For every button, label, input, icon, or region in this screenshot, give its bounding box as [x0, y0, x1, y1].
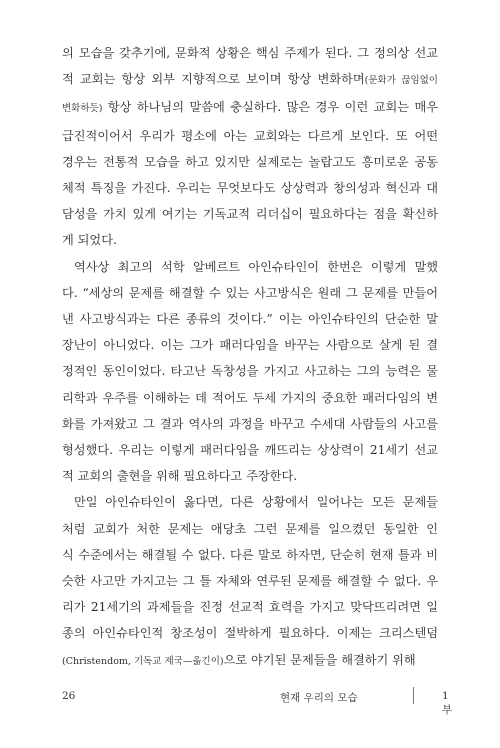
text-segment: 의 모습을 갖추기에, 문화적 상황은 핵심 주제가 된다. 그 정의상 선교: [62, 46, 438, 60]
text-line: [62, 40, 438, 66]
page-footer: [62, 690, 453, 716]
text-line: [62, 149, 438, 175]
running-title: 현재 우리의 모습: [280, 692, 358, 704]
text-segment: 형성했다. 우리는 이렇게 패러다임을 깨뜨리는 상상력이 21세기 선교: [62, 443, 438, 458]
text-segment: 항상 하나님의 말씀에 충실하다. 많은 경우 이런 교회는 매우: [102, 100, 438, 115]
text-line: [62, 594, 438, 620]
parenthetical-note: 변화하듯): [62, 103, 103, 115]
text-line: [62, 385, 438, 411]
text-line: [62, 647, 438, 675]
text-segment: 정적인 동인이었다. 타고난 독창성을 가지고 사고하는 그의 능력은 물: [62, 364, 438, 379]
text-line: [62, 437, 438, 463]
text-segment: 담성을 가치 있게 여기는 기독교적 리더십이 필요하다는 점을 확신하: [62, 207, 438, 222]
text-segment: 화를 가져왔고 그 결과 역사의 과정을 바꾸고 수세대 사람들의 사고를: [62, 416, 438, 431]
text-segment: 적 교회는 항상 외부 지향적으로 보이며 항상 변화하며: [62, 72, 365, 87]
text-segment: 으로 야기된 문제들을 해결하기 위해: [223, 652, 416, 667]
text-line: [62, 568, 438, 594]
page-number: 26: [62, 690, 76, 702]
text-line: [62, 306, 438, 332]
footer-divider: [413, 687, 414, 704]
text-segment: 역사상 최고의 석학 알베르트 아인슈타인이 한번은 이렇게 말했: [74, 259, 438, 274]
text-segment: 슷한 사고만 가지고는 그 틀 자체와 연루된 문제를 해결할 수 없다. 우: [62, 574, 438, 589]
text-line: [62, 201, 438, 227]
text-line: [62, 332, 438, 358]
text-segment: 낸 사고방식과는 다른 종류의 것이다.” 이는 아인슈타인의 단순한 말: [62, 312, 438, 327]
text-line: [62, 542, 438, 568]
text-segment: 장난이 아니었다. 이는 그가 패러다임을 바꾸는 사람으로 살게 된 결: [62, 338, 438, 353]
text-line: [62, 254, 438, 280]
text-line: [62, 620, 438, 646]
text-segment: 적 교회의 출현을 위해 필요하다고 주장한다.: [62, 469, 298, 484]
part-label: 1부: [442, 690, 453, 716]
paragraph: [62, 254, 438, 490]
text-segment: 만일 아인슈타인이 옳다면, 다른 상황에서 일어나는 모든 문제들: [74, 495, 438, 510]
text-line: [62, 358, 438, 384]
text-segment: 급진적이어서 우리가 평소에 아는 교회와는 다르게 보인다. 또 어떤: [62, 128, 438, 143]
body-text: [62, 40, 438, 675]
text-line: [62, 463, 438, 489]
text-segment: 리가 21세기의 과제들을 진정 선교적 효력을 가지고 맞닥뜨리려면 일: [62, 600, 438, 615]
parenthetical-note: (Christendom, 기독교 제국—옮긴이): [62, 655, 224, 667]
text-segment: 종의 아인슈타인적 창조성이 절박하게 필요하다. 이제는 크리스텐덤: [62, 626, 438, 641]
paragraph: [62, 40, 438, 254]
text-line: [62, 280, 438, 306]
text-segment: 식 수준에서는 해결될 수 없다. 다른 말로 하자면, 단순히 현재 틀과 비: [62, 547, 438, 562]
parenthetical-note: (문화가 끊임없이: [364, 75, 438, 87]
text-line: [62, 489, 438, 515]
text-segment: 다. “세상의 문제를 해결할 수 있는 사고방식은 원래 그 문제를 만들어: [62, 285, 438, 300]
text-line: [62, 411, 438, 437]
text-segment: 리학과 우주를 이해하는 데 적어도 두세 가지의 중요한 패러다임의 변: [62, 390, 438, 405]
text-line: [62, 227, 438, 253]
text-segment: 처럼 교회가 처한 문제는 애당초 그런 문제를 일으켰던 동일한 인: [62, 521, 438, 536]
text-line: [62, 123, 438, 149]
text-segment: 체적 특징을 가진다. 우리는 무엇보다도 상상력과 창의성과 혁신과 대: [62, 181, 438, 196]
text-segment: 게 되었다.: [62, 233, 117, 248]
text-segment: 경우는 전통적 모습을 하고 있지만 실제로는 놀랍고도 흥미로운 공동: [62, 154, 438, 169]
paragraph: [62, 489, 438, 674]
text-line: [62, 94, 438, 122]
text-line: [62, 516, 438, 542]
text-line: [62, 66, 438, 94]
text-line: [62, 175, 438, 201]
